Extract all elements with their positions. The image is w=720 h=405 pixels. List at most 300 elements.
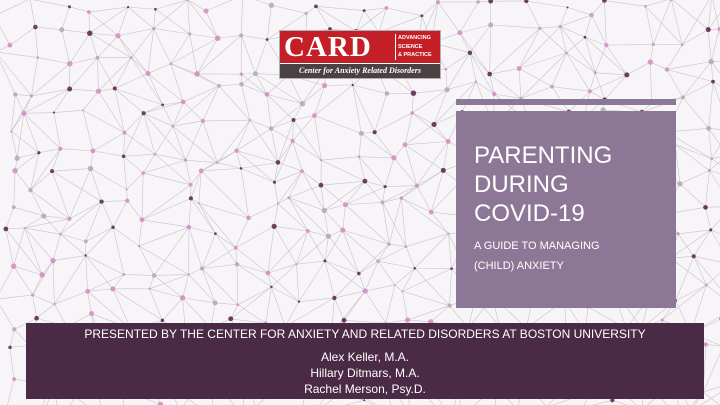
network-line [321, 181, 365, 185]
network-line [154, 0, 188, 29]
slide-title-line: PARENTING [474, 142, 613, 169]
network-line [293, 141, 322, 160]
network-line [395, 268, 415, 285]
network-node [58, 147, 62, 151]
network-node [584, 36, 587, 39]
network-line [402, 268, 414, 291]
network-line [267, 94, 271, 128]
network-line [236, 218, 249, 248]
network-node [199, 168, 204, 173]
network-node [405, 245, 408, 248]
network-node [12, 377, 16, 381]
network-line [343, 205, 346, 230]
network-node [277, 202, 279, 204]
network-line [405, 145, 443, 171]
network-node [681, 95, 685, 99]
network-line [202, 248, 236, 269]
network-node [84, 239, 88, 243]
network-line [274, 182, 277, 203]
network-node [158, 402, 163, 405]
network-node [50, 258, 55, 263]
network-line [325, 236, 328, 261]
network-node [363, 179, 368, 184]
network-node [171, 125, 174, 128]
network-line [61, 202, 102, 235]
network-node [429, 210, 434, 215]
network-line [343, 230, 378, 261]
network-line [88, 291, 92, 313]
network-line [0, 52, 38, 58]
network-line [490, 25, 491, 74]
network-node [359, 131, 364, 136]
network-line [417, 141, 448, 185]
network-node [394, 284, 396, 286]
network-line [90, 33, 131, 57]
network-line [494, 94, 521, 98]
network-line [345, 202, 382, 204]
network-line [353, 85, 362, 133]
network-line [62, 7, 70, 30]
network-node [669, 0, 674, 1]
network-line [53, 261, 54, 305]
network-node [246, 216, 250, 220]
network-line [217, 120, 250, 163]
network-line [183, 86, 219, 102]
network-node [50, 169, 54, 173]
network-node [550, 85, 554, 89]
network-line [37, 304, 55, 318]
network-node [96, 89, 101, 94]
network-line [552, 53, 566, 87]
network-node [265, 92, 270, 97]
network-line [650, 62, 667, 69]
network-node [214, 232, 217, 235]
network-line [680, 184, 706, 208]
network-line [321, 185, 324, 210]
network-node [11, 263, 17, 269]
network-line [31, 64, 69, 96]
network-node [269, 126, 274, 131]
network-line [645, 0, 671, 6]
network-node [665, 67, 669, 71]
network-line [148, 73, 163, 104]
network-line [0, 16, 10, 45]
network-line [217, 163, 241, 169]
network-line [162, 298, 182, 321]
network-line [293, 141, 302, 171]
network-line [25, 228, 61, 234]
network-line [627, 62, 651, 75]
network-node [385, 91, 390, 96]
network-line [237, 264, 238, 305]
network-node [373, 130, 377, 134]
network-node [36, 56, 39, 59]
network-line [0, 266, 14, 299]
network-line [154, 275, 183, 297]
network-line [202, 264, 237, 268]
network-line [219, 86, 250, 120]
network-line [521, 87, 552, 99]
network-line [54, 291, 87, 304]
network-line [115, 58, 131, 89]
network-line [316, 6, 356, 31]
network-line [185, 121, 202, 160]
network-line [321, 185, 345, 205]
network-line [128, 7, 154, 29]
network-line [667, 69, 713, 81]
network-node [363, 288, 368, 293]
network-line [408, 320, 431, 322]
network-line [93, 133, 125, 151]
network-line [560, 15, 591, 26]
network-line [125, 113, 144, 132]
network-line [237, 151, 278, 163]
network-line [683, 97, 709, 128]
network-node [384, 185, 387, 188]
network-node [152, 273, 157, 278]
network-line [144, 113, 173, 126]
network-node [559, 25, 562, 28]
network-node [59, 233, 62, 236]
network-node [648, 59, 653, 64]
network-line [10, 27, 35, 45]
network-node [198, 202, 200, 204]
slide-subtitle [474, 236, 669, 276]
network-line [274, 226, 296, 264]
network-line [308, 231, 325, 261]
network-node [300, 169, 304, 173]
network-line [386, 285, 395, 323]
network-node [376, 259, 380, 263]
network-node [187, 225, 192, 230]
network-node [314, 4, 318, 8]
network-node [82, 109, 84, 111]
network-node [140, 217, 145, 222]
network-node [110, 286, 115, 291]
network-line [31, 58, 37, 96]
network-line [203, 86, 219, 121]
network-line [302, 171, 321, 185]
network-line [241, 168, 249, 217]
network-node [363, 9, 366, 12]
slide-title-line: DURING [474, 171, 569, 198]
network-line [389, 244, 406, 246]
network-node [305, 12, 308, 15]
network-line [241, 74, 255, 85]
network-line [675, 145, 711, 159]
network-line [127, 173, 144, 189]
network-node [213, 300, 218, 305]
network-line [115, 88, 144, 113]
network-node [111, 225, 115, 229]
network-node [340, 228, 345, 233]
network-node [253, 71, 258, 76]
network-line [183, 298, 216, 303]
network-line [62, 30, 90, 33]
network-node [475, 80, 477, 82]
network-line [241, 84, 266, 94]
network-node [295, 263, 297, 265]
logo-tagline-line: ADVANCING [398, 35, 431, 41]
network-line [605, 75, 627, 100]
network-line [361, 133, 394, 158]
network-line [202, 268, 238, 304]
network-node [538, 27, 541, 30]
network-line [345, 187, 385, 205]
network-line [38, 58, 70, 64]
network-line [386, 8, 421, 16]
network-node [188, 273, 190, 275]
network-line [470, 25, 491, 53]
logo-red-block [280, 31, 440, 63]
network-node [447, 232, 449, 234]
network-line [173, 121, 203, 126]
network-line [385, 158, 394, 187]
network-node [154, 8, 157, 11]
network-node [200, 266, 204, 270]
network-line [15, 94, 24, 113]
network-line [124, 133, 125, 157]
network-line [199, 203, 216, 233]
network-line [25, 228, 43, 275]
network-node [123, 131, 127, 135]
network-node [276, 160, 281, 165]
network-line [142, 220, 189, 227]
network-line [149, 289, 182, 298]
network-node [405, 317, 410, 322]
network-line [256, 40, 268, 74]
network-line [144, 102, 184, 113]
presenter-names [26, 349, 704, 397]
network-line [278, 141, 293, 163]
network-line [236, 226, 274, 248]
network-line [128, 7, 155, 9]
network-line [70, 33, 90, 64]
network-line [703, 392, 720, 405]
network-line [237, 129, 272, 151]
network-node [215, 35, 221, 41]
network-line [30, 171, 52, 190]
network-node [322, 208, 327, 213]
network-line [0, 299, 14, 329]
network-line [30, 0, 35, 27]
network-line [249, 204, 278, 218]
network-line [595, 45, 606, 73]
network-line [353, 85, 387, 94]
network-line [365, 181, 385, 187]
network-line [83, 110, 93, 151]
network-node [85, 254, 87, 256]
network-line [189, 268, 202, 274]
network-node [300, 101, 305, 106]
network-line [60, 149, 93, 151]
presenter-name: Hillary Ditmars, M.A. [310, 366, 420, 380]
network-line [6, 229, 14, 266]
network-node [161, 103, 164, 106]
network-node [266, 271, 271, 276]
network-line [52, 169, 91, 172]
network-line [709, 82, 713, 129]
network-line [142, 198, 191, 219]
network-line [325, 85, 353, 86]
network-node [450, 267, 453, 270]
network-line [645, 6, 682, 45]
network-line [53, 256, 86, 261]
network-line [24, 113, 54, 114]
network-line [519, 26, 560, 68]
network-node [272, 224, 277, 229]
network-node [236, 303, 239, 306]
network-line [14, 171, 15, 207]
network-node [88, 166, 93, 171]
network-line [385, 186, 417, 187]
network-line [293, 120, 294, 141]
network-line [379, 8, 387, 33]
network-line [91, 169, 102, 202]
network-node [358, 155, 361, 158]
network-line [113, 274, 124, 288]
network-line [526, 1, 567, 7]
network-line [446, 69, 447, 90]
network-line [124, 156, 127, 189]
network-line [271, 264, 296, 287]
network-node [705, 284, 708, 287]
network-node [142, 111, 146, 115]
network-node [154, 153, 157, 156]
network-line [316, 6, 364, 10]
network-node [589, 13, 594, 18]
network-line [30, 0, 70, 7]
network-node [708, 59, 713, 64]
network-node [363, 399, 365, 401]
network-line [163, 105, 173, 126]
network-node [8, 43, 13, 48]
network-line [86, 256, 113, 289]
network-line [271, 104, 302, 129]
network-line [289, 171, 302, 198]
network-line [694, 256, 720, 264]
network-node [319, 183, 324, 188]
network-line [540, 28, 567, 53]
network-node [710, 157, 713, 160]
network-line [540, 26, 560, 28]
network-line [289, 198, 308, 231]
network-line [364, 400, 394, 405]
title-panel [456, 111, 676, 308]
network-node [312, 113, 317, 118]
network-node [130, 56, 133, 59]
network-line [15, 94, 31, 96]
network-line [173, 102, 183, 126]
network-line [54, 110, 83, 112]
network-line [206, 11, 218, 38]
network-line [431, 306, 450, 322]
network-line [154, 9, 156, 28]
network-line [189, 227, 202, 268]
network-node [326, 234, 331, 239]
network-line [155, 126, 173, 154]
network-node [234, 149, 238, 153]
network-line [69, 202, 101, 219]
network-line [294, 104, 303, 120]
network-line [237, 151, 242, 169]
network-node [322, 83, 327, 88]
network-line [296, 264, 299, 301]
network-node [488, 0, 493, 4]
network-line [231, 287, 272, 319]
network-line [83, 91, 98, 110]
network-line [645, 6, 653, 44]
network-line [606, 45, 627, 75]
card-logo [279, 30, 441, 79]
network-node [292, 118, 296, 122]
network-node [692, 254, 696, 258]
network-line [278, 204, 308, 231]
network-line [98, 58, 131, 92]
network-node [188, 32, 191, 35]
network-line [667, 45, 682, 70]
network-line [131, 58, 148, 74]
network-node [703, 205, 708, 210]
network-line [595, 73, 627, 75]
network-line [70, 58, 98, 64]
network-node [3, 227, 8, 232]
network-line [713, 82, 720, 96]
network-line [144, 105, 163, 113]
network-line [183, 102, 203, 121]
network-node [415, 184, 419, 188]
network-line [316, 6, 330, 29]
network-line [585, 37, 595, 72]
network-node [41, 213, 46, 218]
network-node [12, 205, 16, 209]
network-line [606, 44, 653, 45]
network-line [39, 149, 60, 153]
network-node [624, 72, 629, 77]
network-line [267, 94, 294, 120]
network-node [401, 290, 403, 292]
network-line [201, 168, 241, 170]
network-node [240, 72, 243, 75]
network-line [6, 228, 25, 229]
network-node [324, 259, 327, 262]
network-line [711, 29, 719, 62]
network-node [269, 3, 274, 8]
network-node [677, 181, 682, 186]
network-node [14, 156, 19, 161]
network-node [67, 61, 72, 66]
network-line [375, 94, 387, 133]
network-node [457, 30, 462, 35]
network-line [552, 87, 590, 92]
network-node [476, 0, 480, 4]
network-line [237, 264, 271, 287]
network-line [274, 226, 308, 231]
slide-title [474, 141, 669, 228]
network-line [708, 30, 711, 62]
network-line [405, 124, 434, 144]
network-line [296, 261, 325, 264]
title-accent-bar [456, 99, 676, 105]
network-line [54, 89, 70, 113]
network-line [10, 347, 14, 379]
network-node [33, 25, 38, 30]
network-line [675, 145, 709, 171]
network-line [343, 230, 359, 273]
network-line [115, 73, 148, 88]
network-line [383, 187, 386, 203]
network-line [3, 379, 15, 405]
